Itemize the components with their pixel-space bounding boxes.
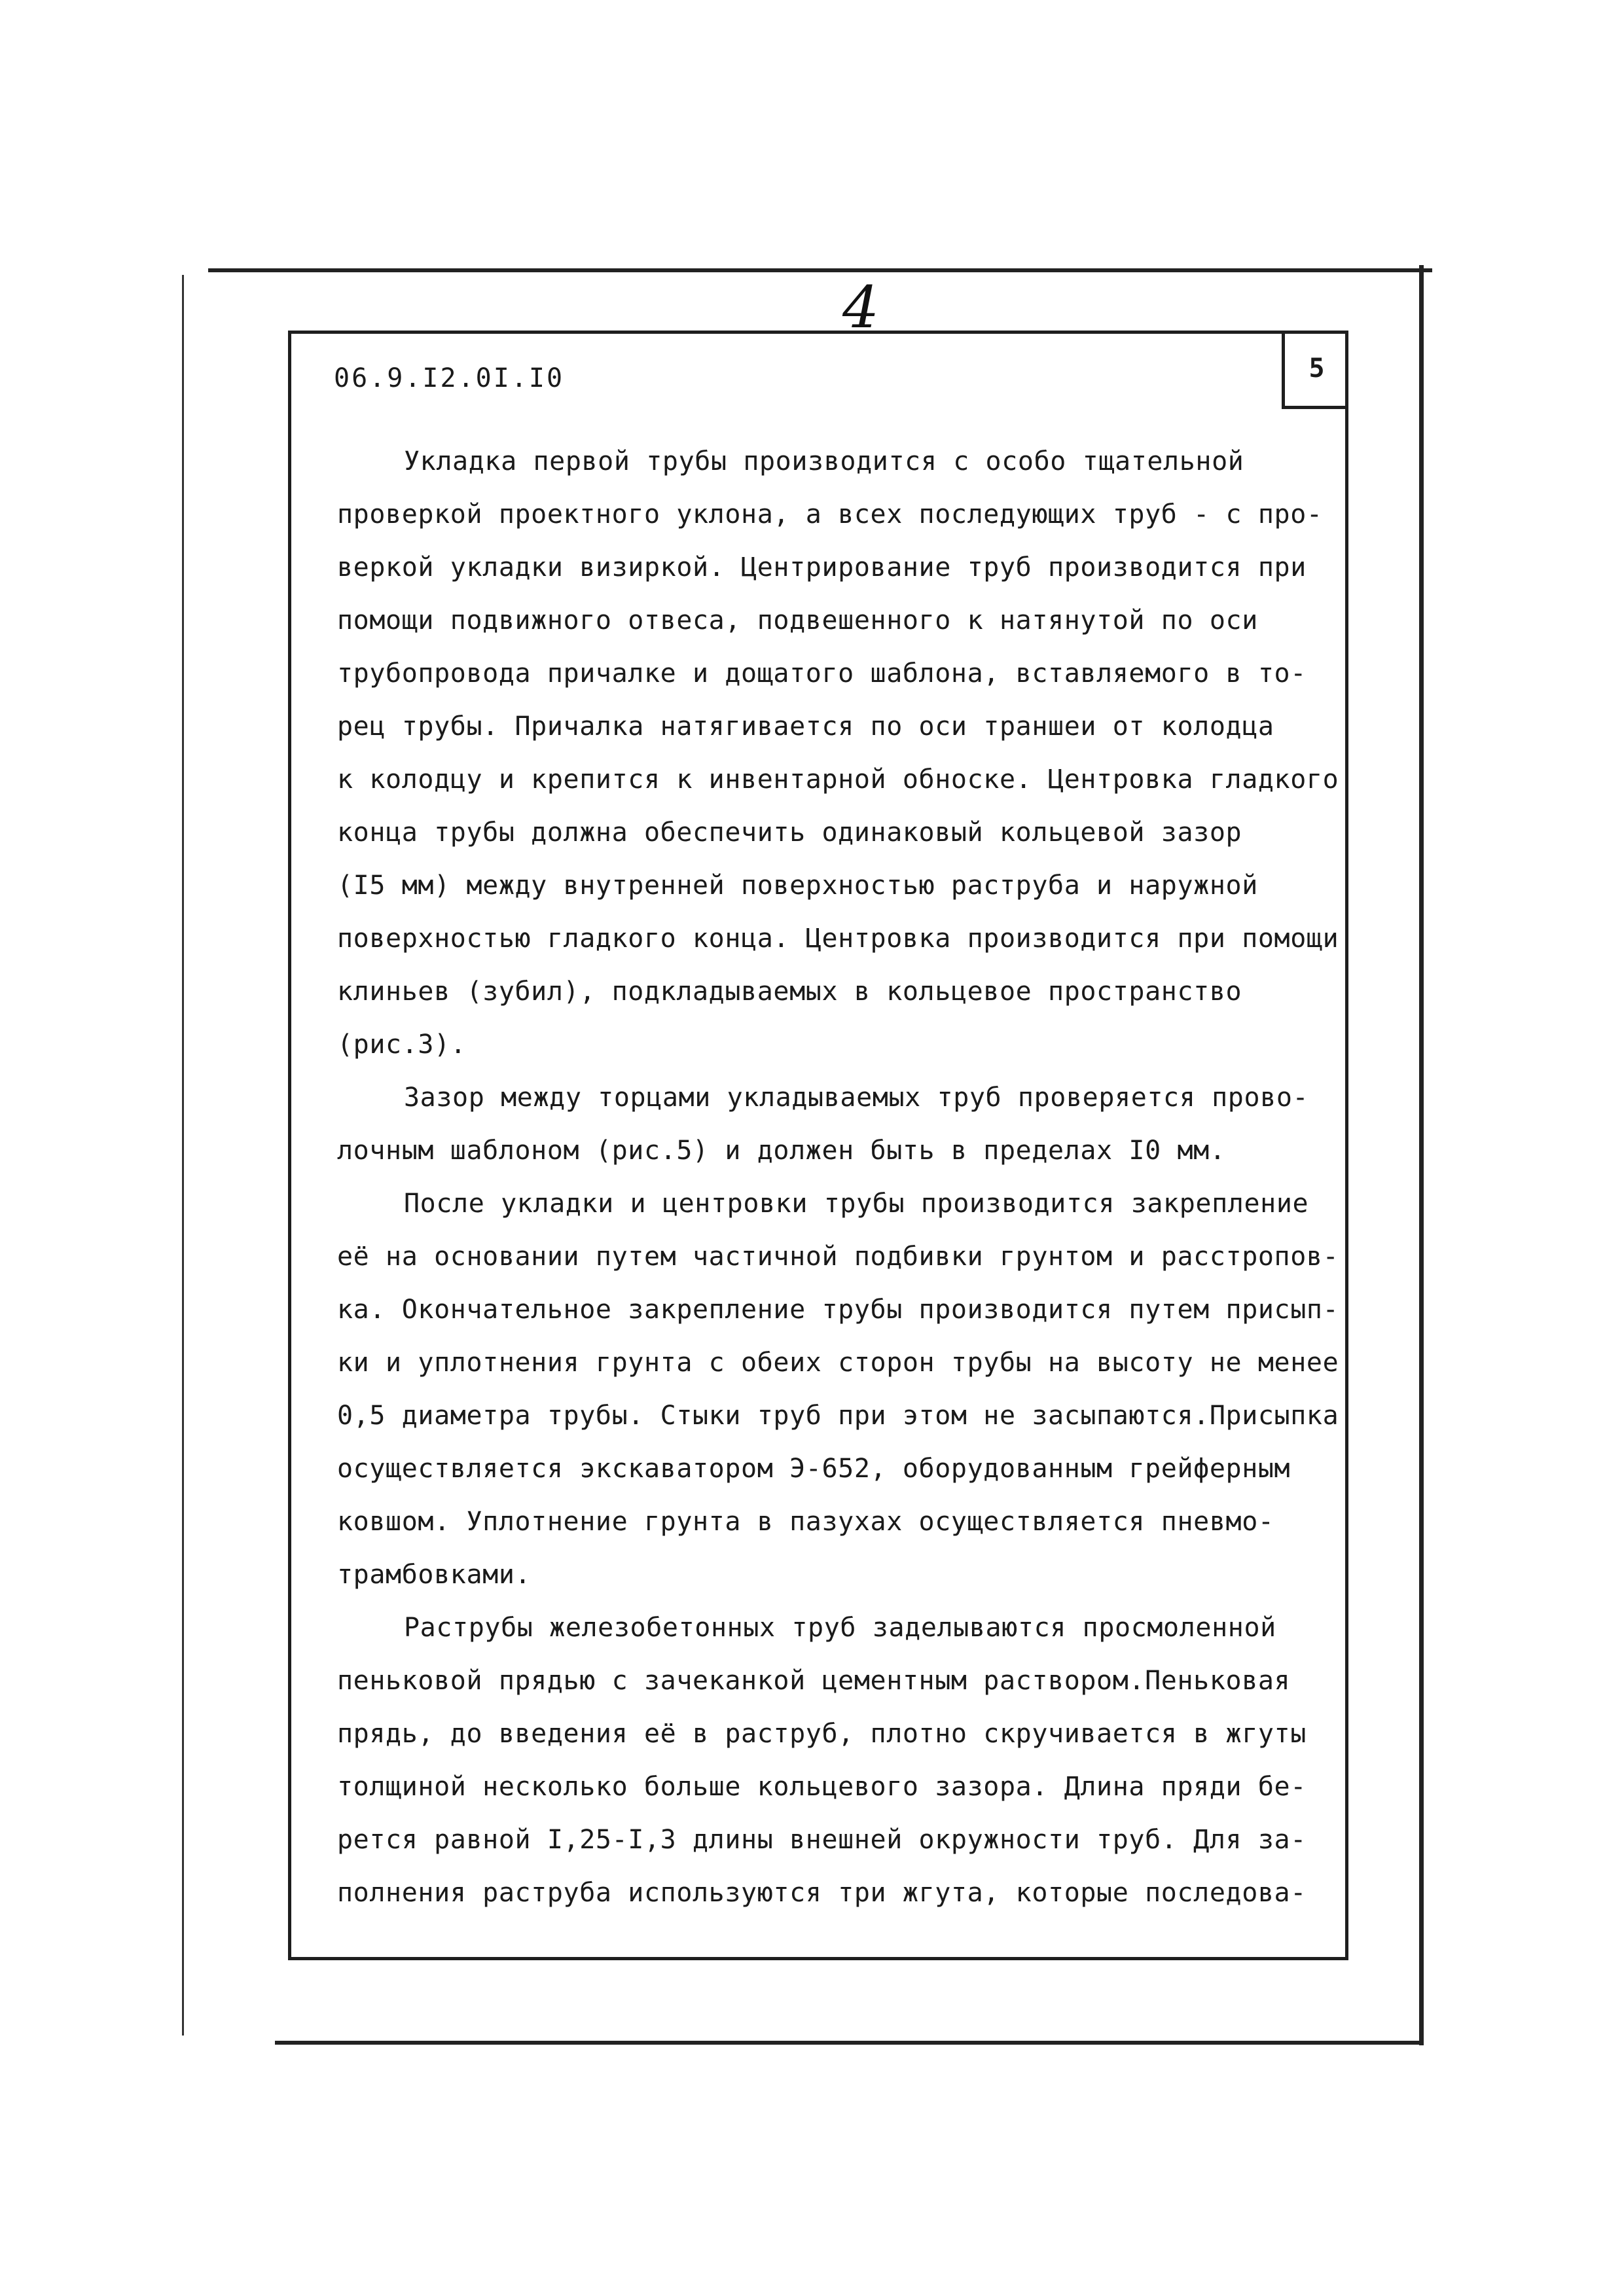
text-line: После укладки и центровки трубы производится закрепление [404,1189,1309,1219]
text-line: трубопровода причалке и дощатого шаблона, вставляемого в то- [337,658,1307,689]
text-line: ка. Окончательное закрепление трубы производится путем присып- [337,1295,1339,1325]
body-text [337,435,1345,1920]
text-line: лочным шаблоном (рис.5) и должен быть в пределах I0 мм. [337,1136,1226,1166]
text-line: проверкой проектного уклона, а всех последующих труб - с про- [337,499,1323,529]
text-line: пеньковой прядью с зачеканкой цементным раствором.Пеньковая [337,1666,1291,1696]
text-line: Раструбы железобетонных труб заделываются просмоленной [404,1613,1276,1643]
text-line: к колодцу и крепится к инвентарной обноске. Центровка гладкого [337,764,1339,795]
sheet-number-box [1282,331,1348,409]
text-line: осуществляется экскаватором Э-652, оборудованным грейферным [337,1454,1291,1484]
text-line: веркой укладки визиркой. Центрирование труб производится при [337,552,1307,583]
text-line: Зазор между торцами укладываемых труб проверяется прово- [404,1083,1309,1113]
text-line: толщиной несколько больше кольцевого зазора. Длина пряди бе- [337,1772,1307,1802]
text-line: поверхностью гладкого конца. Центровка производится при помощи [337,924,1339,954]
text-line: Укладка первой трубы производится с особо тщательной [404,446,1244,476]
text-line: её на основании путем частичной подбивки грунтом и расстропов- [337,1242,1339,1272]
handwritten-page-number: 4 [842,274,879,341]
text-line: 0,5 диаметра трубы. Стыки труб при этом не засыпаются.Присыпка [337,1401,1339,1431]
outer-border-right [1419,265,1424,2045]
text-line: конца трубы должна обеспечить одинаковый кольцевой зазор [337,817,1242,848]
text-line: клиньев (зубил), подкладываемых в кольцевое пространство [337,977,1242,1007]
sheet-number: 5 [1308,353,1325,384]
text-line: прядь, до введения её в раструб, плотно скручивается в жгуты [337,1719,1307,1749]
text-line: (рис.3). [337,1030,467,1060]
text-line: (I5 мм) между внутренней поверхностью раструба и наружной [337,870,1258,901]
text-line: трамбовками. [337,1560,532,1590]
text-line: ковшом. Уплотнение грунта в пазухах осуществляется пневмо- [337,1507,1274,1537]
text-line: полнения раструба используются три жгута, которые последова- [337,1878,1307,1908]
text-line: помощи подвижного отвеса, подвешенного к натянутой по оси [337,605,1258,636]
text-line: рется равной I,25-I,3 длины внешней окружности труб. Для за- [337,1825,1307,1855]
outer-border-left [182,275,184,2036]
text-line: рец трубы. Причалка натягивается по оси траншеи от колодца [337,711,1274,742]
document-code: 06.9.I2.0I.I0 [334,363,565,393]
outer-border-top [208,268,1432,272]
text-line: ки и уплотнения грунта с обеих сторон трубы на высоту не менее [337,1348,1339,1378]
outer-border-bottom [275,2041,1424,2045]
